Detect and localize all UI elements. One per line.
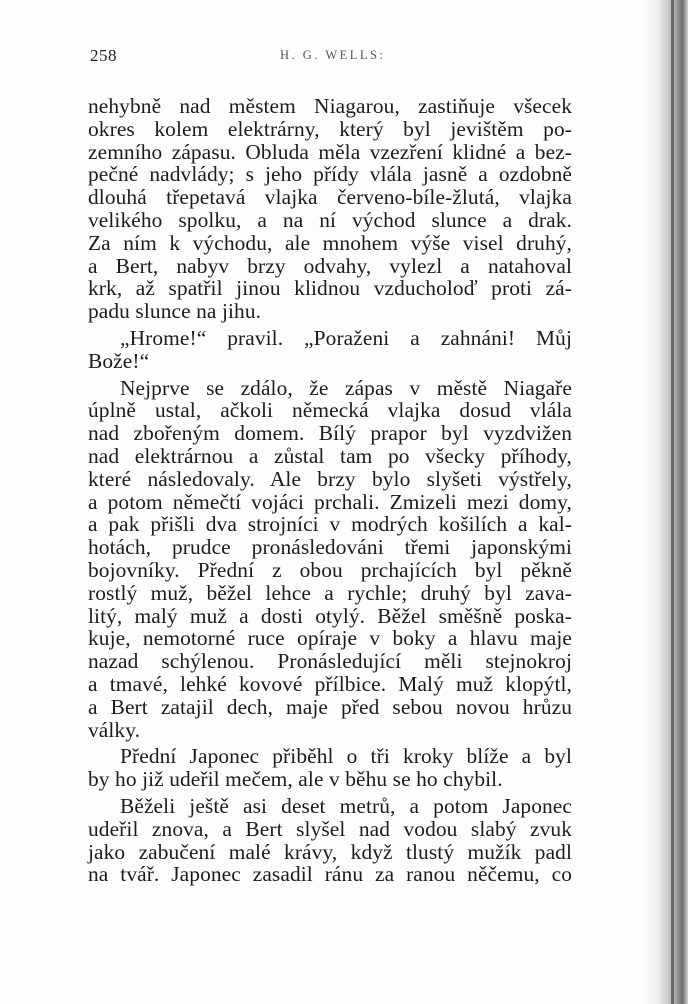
text-line: okres kolem elektrárny, který byl jevištěm po-: [88, 116, 572, 141]
text-line: padu slunce na jihu.: [88, 299, 262, 324]
text-line: velikého spolku, a na ní východ slunce a drak.: [88, 207, 572, 232]
text-line: hotách, prudce pronásledováni třemi japonskými: [88, 535, 572, 560]
paragraph-3: [88, 377, 572, 742]
text-line: pečné nadvlády; s jeho přídy vlála jasně a ozdobně: [88, 162, 572, 187]
text-line: udeřil znova, a Bert slyšel nad vodou slabý zvuk: [88, 816, 572, 841]
text-line: a Bert, nabyv brzy odvahy, vylezl a natahoval: [88, 253, 572, 278]
text-line: bojovníky. Přední z obou prchajících byl pěkně: [88, 557, 572, 582]
paragraph-4: [88, 745, 572, 791]
text-line: války.: [88, 717, 141, 742]
text-line: krk, až spatřil jinou klidnou vzducholoď proti zá-: [88, 276, 572, 301]
text-line: a pak přišli dva strojníci v modrých košilích a kal-: [88, 512, 572, 537]
text-line: Běželi ještě asi deset metrů, a potom Japonec: [120, 793, 572, 818]
text-line: a Bert zatajil dech, maje před sebou novou hrůzu: [88, 694, 572, 719]
text-line: jako zabučení malé krávy, když tlustý mužík padl: [88, 839, 572, 864]
paragraph-1: [88, 95, 572, 323]
page-gutter-line: [671, 0, 674, 1004]
text-line: litý, malý muž a dosti otylý. Běžel směšně poska-: [88, 603, 572, 628]
text-line: Přední Japonec přiběhl o tři kroky blíže a byl: [120, 744, 572, 769]
text-line: kuje, nemotorné ruce opíraje v boky a hlavu maje: [88, 626, 572, 651]
text-line: které následovaly. Ale brzy bylo slyšeti výstřely,: [88, 466, 572, 491]
text-line: nehybně nad městem Niagarou, zastiňuje všecek: [88, 94, 572, 118]
text-line: nazad schýlenou. Pronásledující měli stejnokroj: [88, 649, 572, 674]
page-number: 258: [90, 46, 117, 65]
page-header: [90, 46, 570, 68]
text-line: dlouhá třepetavá vlajka červeno-bíle-žlutá, vlajka: [88, 185, 572, 210]
text-line: a potom němečtí vojáci prchali. Zmizeli mezi domy,: [88, 489, 572, 514]
paragraph-2: [88, 327, 572, 373]
text-line: nad zbořeným domem. Bílý prapor byl vyzdvižen: [88, 421, 572, 446]
text-line: „Hrome!“ pravil. „Poraženi a zahnáni! Můj: [120, 325, 572, 350]
text-line: Bože!“: [88, 348, 150, 373]
text-line: úplně ustal, ačkoli německá vlajka dosud vlála: [88, 398, 572, 423]
text-line: Za ním k východu, ale mnohem výše visel druhý,: [88, 230, 572, 255]
text-line: rostlý muž, běžel lehce a rychle; druhý byl zava-: [88, 580, 572, 605]
page-edge-shadow: [642, 0, 688, 1004]
text-line: nad elektrárnou a zůstal tam po všecky příhody,: [88, 443, 572, 468]
body-text: [88, 95, 572, 890]
text-line: zemního zápasu. Obluda měla vzezření klidné a bez-: [88, 139, 572, 164]
text-line: na tvář. Japonec zasadil ránu za ranou něčemu, co: [88, 862, 572, 887]
text-line: a tmavé, lehké kovové přílbice. Malý muž klopýtl,: [88, 671, 572, 696]
text-line: Nejprve se zdálo, že zápas v městě Niagaře: [120, 375, 572, 400]
paragraph-5: [88, 795, 572, 886]
text-line: by ho již udeřil mečem, ale v běhu se ho chybil.: [88, 767, 503, 792]
running-head: H. G. WELLS:: [280, 48, 386, 62]
